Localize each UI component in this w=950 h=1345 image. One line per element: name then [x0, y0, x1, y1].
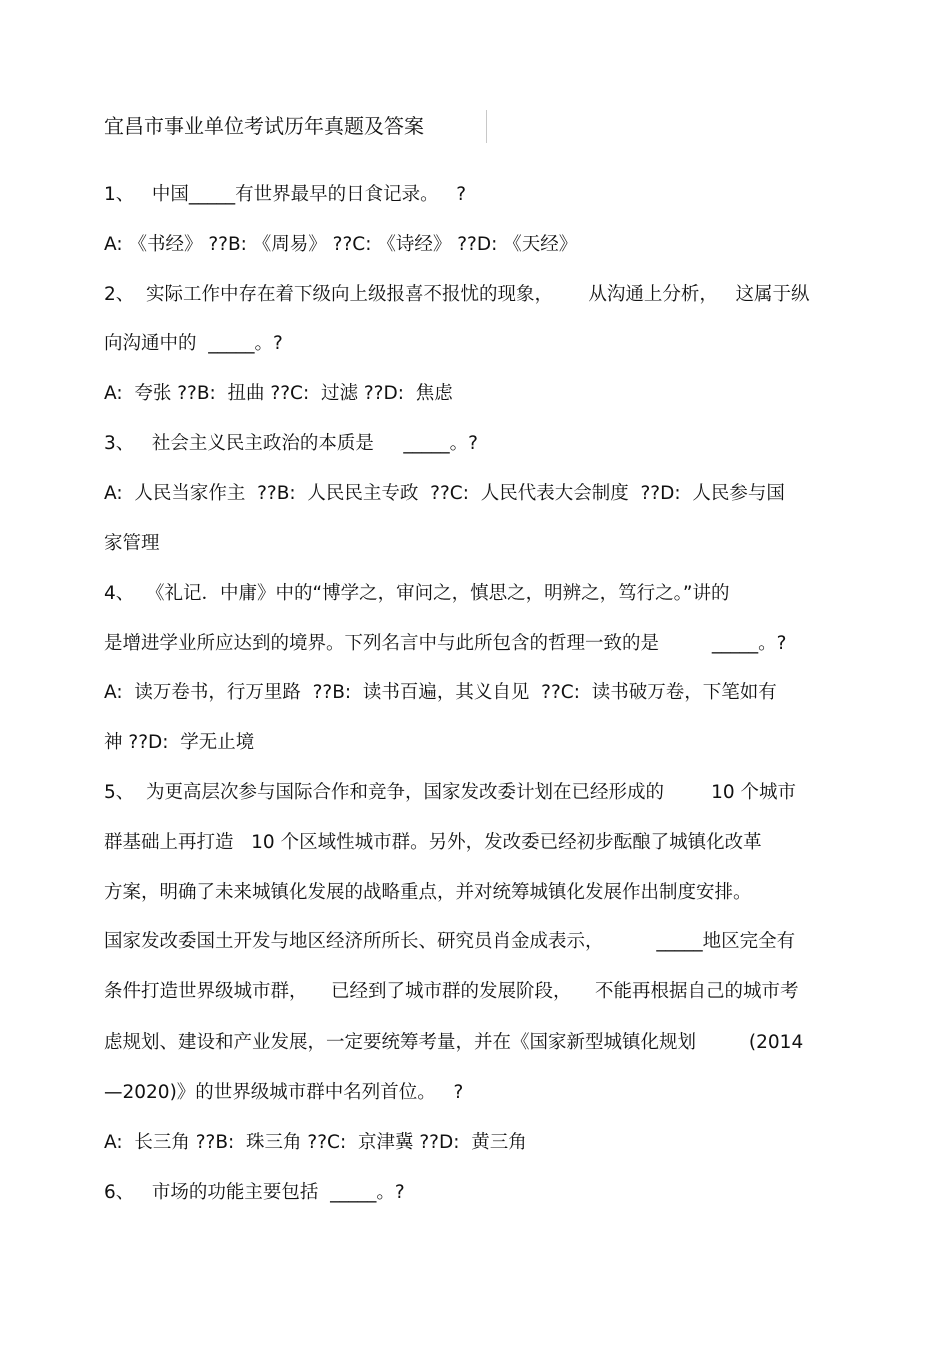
question-5-stem-cont: 国家发改委国土开发与地区经济所所长、研究员肖金成表示， _____地区完全有 [104, 931, 796, 952]
question-3-stem: 3、 社会主义民主政治的本质是 _____。? [104, 433, 478, 454]
title-divider [486, 110, 487, 143]
question-4-options-cont: 神 ??D: 学无止境 [104, 732, 255, 753]
question-4-stem-cont: 是增进学业所应达到的境界。下列名言中与此所包含的哲理一致的是 _____。? [104, 633, 787, 654]
question-5-options: A: 长三角 ??B: 珠三角 ??C: 京津冀 ??D: 黄三角 [104, 1132, 527, 1153]
question-3-options-cont: 家管理 [104, 533, 160, 554]
question-4-options: A: 读万卷书，行万里路 ??B: 读书百遍，其义自见 ??C: 读书破万卷，下笔如有 [104, 682, 777, 703]
question-2-options: A: 夸张 ??B: 扭曲 ??C: 过滤 ??D: 焦虑 [104, 383, 453, 404]
question-2-stem-cont: 向沟通中的 _____。? [104, 333, 283, 354]
document-title: 宜昌市事业单位考试历年真题及答案 [104, 114, 424, 138]
question-6-stem: 6、 市场的功能主要包括 _____。? [104, 1182, 405, 1203]
question-2-stem: 2、 实际工作中存在着下级向上级报喜不报忧的现象， 从沟通上分析， 这属于纵 [104, 284, 810, 305]
question-1-options: A: 《书经》 ??B: 《周易》 ??C: 《诗经》 ??D: 《天经》 [104, 234, 578, 255]
question-5-stem-cont: 条件打造世界级城市群， 已经到了城市群的发展阶段， 不能再根据自己的城市考 [104, 981, 799, 1002]
question-5-stem-cont: —2020)》的世界级城市群中名列首位。 ? [104, 1082, 464, 1103]
question-5-stem-cont: 方案，明确了未来城镇化发展的战略重点，并对统筹城镇化发展作出制度安排。 [104, 882, 752, 903]
question-5-stem-cont: 群基础上再打造 10 个区域性城市群。另外，发改委已经初步酝酿了城镇化改革 [104, 832, 762, 853]
question-5-stem-cont: 虑规划、建设和产业发展，一定要统筹考量，并在《国家新型城镇化规划 (2014 [104, 1032, 804, 1053]
question-5-stem: 5、 为更高层次参与国际合作和竞争，国家发改委计划在已经形成的 10 个城市 [104, 782, 797, 803]
question-1-stem: 1、 中国_____有世界最早的日食记录。 ? [104, 184, 467, 205]
question-3-options: A: 人民当家作主 ??B: 人民民主专政 ??C: 人民代表大会制度 ??D: 人民参与国 [104, 483, 785, 504]
question-4-stem: 4、 《礼记．中庸》中的“博学之，审问之，慎思之，明辨之，笃行之。”讲的 [104, 583, 730, 604]
